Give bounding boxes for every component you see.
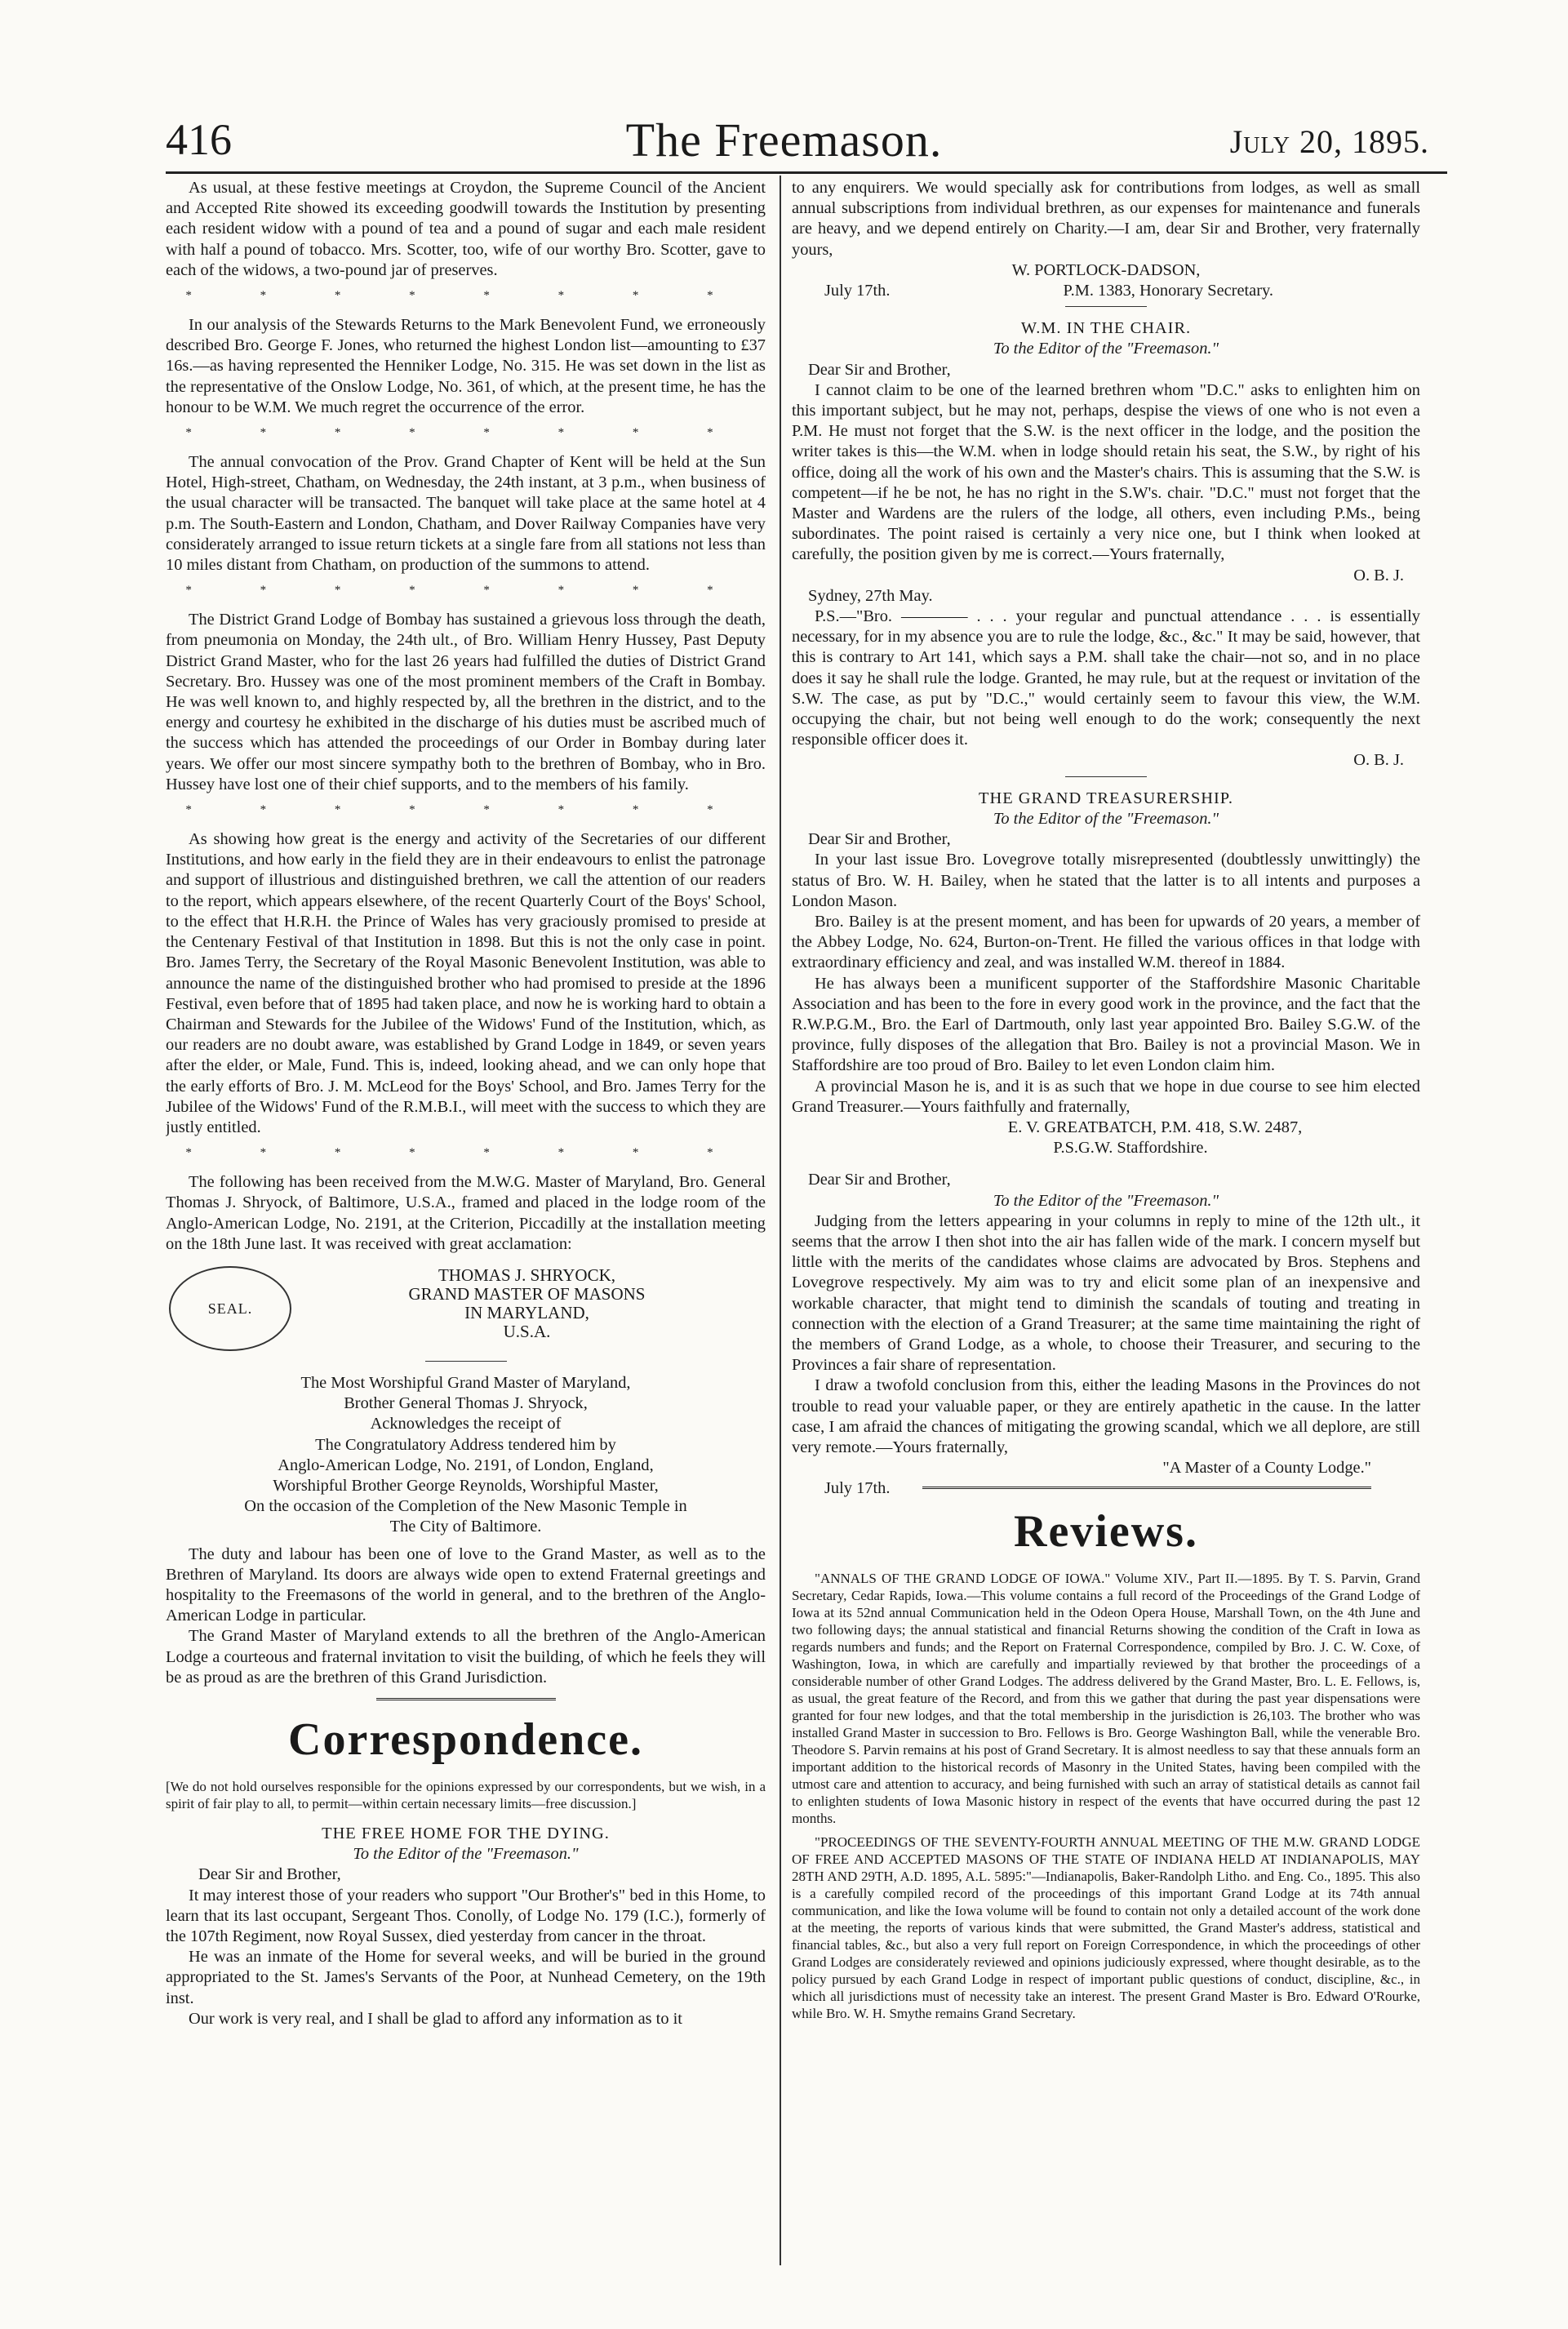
shryock-country: U.S.A. xyxy=(503,1321,551,1341)
address-line: Brother General Thomas J. Shryock, xyxy=(344,1394,588,1413)
section-stars: * * * * * * * * xyxy=(185,1146,746,1160)
correspondence-heading: Correspondence. xyxy=(288,1713,643,1765)
letter-title-wm-chair: W.M. IN THE CHAIR. xyxy=(1020,319,1192,338)
divider xyxy=(1065,776,1147,777)
address-line: The Congratulatory Address tendered him by xyxy=(315,1435,616,1454)
salutation: Dear Sir and Brother, xyxy=(808,360,951,379)
paragraph-free-home-3: Our work is very real, and I shall be glad to afford any information as to it xyxy=(189,2009,682,2028)
paragraph-county-lodge-2: I draw a twofold conclusion from this, either the leading Masons in the Provinces do not trouble to read your valuable paper, or they are entirely apathetic in the cause. In the latter case, I am afraid the chances of mitigating the growing scandal, which we all deplore, are still very remote.—Yours fraternally, xyxy=(792,1376,1420,1456)
signature: O. B. J. xyxy=(1353,751,1404,770)
paragraph-maryland-intro: The following has been received from the M.W.G. Master of Maryland, Bro. General Thomas J. Shryock, of Baltimore, U.S.A., framed and placed in the lodge room of the Anglo-American Lodge, No. 2191, at the Criterion, Piccadilly at the installation meeting on the 18th June last. It was received with great acclamation: xyxy=(166,1173,766,1253)
paragraph-treasurership-3: He has always been a munificent supporter of the Staffordshire Masonic Charitable Association and has been to the fore in every good work in the province, and the fact that the R.W.P.G.M., Bro. the Earl of Dartmouth, only last year appointed Bro. Bailey S.G.W. of the province, fully disposes of the allegation that Bro. Bailey is not a provincial Mason. We in Staffordshire are too proud of Bro. Bailey to let even London claim him. xyxy=(792,974,1420,1075)
to-editor-line: To the Editor of the "Freemason." xyxy=(993,1191,1219,1210)
issue-date: July 20, 1895. xyxy=(1229,123,1429,160)
address-line: On the occasion of the Completion of the New Masonic Temple in xyxy=(244,1497,687,1516)
newspaper-title: The Freemason. xyxy=(625,113,943,167)
paragraph-treasurership-1: In your last issue Bro. Lovegrove totally misrepresented (doubtlessly unwittingly) the status of Bro. W. H. Bailey, when he stated that the latter is to all intents and purposes a London Mason. xyxy=(792,851,1420,910)
address-line: The Most Worshipful Grand Master of Maryland, xyxy=(300,1373,631,1392)
seal-mark: SEAL. xyxy=(169,1266,291,1351)
signature: E. V. GREATBATCH, P.M. 418, S.W. 2487, xyxy=(1007,1118,1303,1136)
divider xyxy=(1065,306,1147,307)
paragraph-free-home-cont: to any enquirers. We would specially ask for contributions from lodges, as well as small annual subscriptions from individual brethren, as our expenses for maintenance and funerals are heavy, and we depend entirely on Charity.—I am, dear Sir and Brother, very fraternally yours, xyxy=(792,179,1420,259)
address-line: Anglo-American Lodge, No. 2191, of London, England, xyxy=(278,1456,654,1474)
letter-date: July 17th. xyxy=(824,1479,891,1498)
address-line: The City of Baltimore. xyxy=(389,1518,542,1536)
left-column xyxy=(166,178,766,2276)
right-column xyxy=(792,178,1420,2276)
address-line: Worshipful Brother George Reynolds, Worshipful Master, xyxy=(273,1476,659,1495)
header-rule xyxy=(166,171,1447,174)
letter-title-free-home: THE FREE HOME FOR THE DYING. xyxy=(322,1824,610,1842)
column-divider xyxy=(780,176,781,2265)
shryock-name: THOMAS J. SHRYOCK, xyxy=(438,1265,616,1285)
page-number: 416 xyxy=(166,115,232,164)
signature-role: P.M. 1383, Honorary Secretary. xyxy=(1063,282,1273,300)
review-iowa: "ANNALS OF THE GRAND LODGE OF IOWA." Volume XIV., Part II.—1895. By T. S. Parvin, Grand Secretary, Cedar Rapids, Iowa.—This volume contains a full record of the Proceedings of the Grand Lodge of Iowa at its 52nd annual Communication held in the Odeon Opera House, Marshall Town, on the 4th June and two following days; the annual statistical and financial Returns showing the condition of the Craft in Iowa as regards numbers and funds; and the Report on Fraternal Correspondence, compiled by Bro. J. C. W. Coxe, of Washington, Iowa, in which are carefully and impartially reviewed by that brother the proceedings of a considerable number of other Grand Lodges. The address delivered by the Grand Master, Bro. L. E. Fellows, is, as usual, the great feature of the Record, and from this we gather that during the past year dispensations were granted for four new lodges, and that the total membership in the jurisdiction is 26,103. The brother who was installed Grand Master in succession to Bro. Fellows is Bro. George Washington Ball, while the venerable Bro. Theodore S. Parvin remains at his post of Grand Secretary. It is almost needless to say that these annuals form an important addition to the historical records of Masonry in the United States, having been compiled with the utmost care and attention to accuracy, and being furnished with such an array of statistical details as cannot fail to enlighten students of Iowa Masonic history in respect of the events that have occurred during the past 12 months. xyxy=(792,1570,1420,1826)
paragraph-croydon: As usual, at these festive meetings at Croydon, the Supreme Council of the Ancient and Accepted Rite showed its exceeding goodwill towards the Institution by presenting each resident widow with a pound of tea and a pound of sugar and each male resident with half a pound of tobacco. Mrs. Scotter, too, wife of our worthy Bro. Scotter, gave to each of the widows, a two-pound jar of preserves. xyxy=(166,179,766,279)
paragraph-institutions: As showing how great is the energy and activity of the Secretaries of our different Institutions, and how early in the field they are in their endeavours to enlist the patronage and support of illustrious and distinguished brethren, we call the attention of our readers to the report, which appears elsewhere, of the recent Quarterly Court of the Boys' School, to the effect that H.R.H. the Prince of Wales has very graciously promised to preside at the Centenary Festival of that Institution in 1898. But this is not the only case in point. Bro. James Terry, the Secretary of the Royal Masonic Benevolent Institution, was able to announce the name of the distinguished brother who had promised to preside at the 1896 Festival, even before that of 1895 had taken place, and now he is working hard to obtain a Chairman and Stewards for the Jubilee of the Widows' Fund of the Institution, which, as our readers are no doubt aware, was established by Grand Lodge in 1849, or seven years after the elder, or Male, Fund. This is, indeed, looking ahead, and we can only hope that the early efforts of Bro. J. M. McLeod for the Boys' School, and Bro. James Terry for the Jubilee of the Widows' Fund of the R.M.B.I., will meet with the success to which they are justly entitled. xyxy=(166,830,766,1136)
paragraph-mark-benevolent: In our analysis of the Stewards Returns to the Mark Benevolent Fund, we erroneously described Bro. George F. Jones, who returned the highest London list—amounting to £37 16s.—as having represented the Henniker Lodge, No. 315. He was set down in the list as the representative of the Onslow Lodge, No. 361, of which, at the present time, he has the honour to be W.M. We much regret the occurrence of the error. xyxy=(166,316,766,416)
salutation: Dear Sir and Brother, xyxy=(198,1865,341,1884)
to-editor-line: To the Editor of the "Freemason." xyxy=(353,1845,579,1864)
masthead xyxy=(0,0,1568,171)
divider xyxy=(425,1361,507,1362)
salutation: Dear Sir and Brother, xyxy=(808,1171,951,1189)
to-editor-line: To the Editor of the "Freemason." xyxy=(993,340,1219,358)
letter-date: July 17th. xyxy=(824,282,891,300)
signature: O. B. J. xyxy=(1353,566,1404,584)
signature: W. PORTLOCK-DADSON, xyxy=(1011,260,1201,279)
paragraph-invitation: The Grand Master of Maryland extends to all the brethren of the Anglo-American Lodge a courteous and fraternal invitation to visit the building, of which he feels they will be as proud as are the brethren of this Grand Jurisdiction. xyxy=(166,1627,766,1687)
date-rule-row xyxy=(792,1478,1420,1499)
address-line: Acknowledges the receipt of xyxy=(370,1415,562,1433)
paragraph-free-home-2: He was an inmate of the Home for several weeks, and will be buried in the ground appropriated to the St. James's Servants of the Poor, at Nunhead Cemetery, on the 19th inst. xyxy=(166,1948,766,2007)
paragraph-county-lodge-1: Judging from the letters appearing in your columns in reply to mine of the 12th ult., it seems that the arrow I then shot into the air has fallen wide of the mark. I concern myself but little with the merits of the candidates whose claims are advocated by Bros. Stephens and Lovegrove respectively. My aim was to try and elicit some plan of an inexpensive and workable character, that might tend to diminish the scandals of touting and treating in connection with the election of a Grand Treasurer; at the same time maintaining the right of the members of Grand Lodge, as a whole, to choose their Treasurer, and securing to the Provinces a fair share of representation. xyxy=(792,1211,1420,1375)
paragraph-postscript: P.S.—"Bro. ———— . . . your regular and punctual attendance . . . is essentially necessary, for in my absence you are to rule the lodge, &c., &c." It may be said, however, that this is contrary to Art 141, which says a P.M. shall take the chair—not so, and in no place does it say he shall rule the lodge. Granted, he may rule, but at the request or invitation of the S.W. The case, as put by "D.C.," would certainly seem to favour this view, the W.M. occupying the chair, but not being well enough to do the work; consequently the next responsible officer does it. xyxy=(792,607,1420,749)
reviews-heading: Reviews. xyxy=(1014,1505,1198,1557)
paragraph-treasurership-2: Bro. Bailey is at the present moment, and has been for upwards of 20 years, a member of the Abbey Lodge, No. 624, Burton-on-Trent. He filled the various offices in that lodge with extraordinary efficiency and zeal, and was installed W.M. thereof in 1884. xyxy=(792,912,1420,972)
signature-row xyxy=(792,281,1420,301)
shryock-place: IN MARYLAND, xyxy=(464,1302,589,1322)
paragraph-bombay: The District Grand Lodge of Bombay has sustained a grievous loss through the death, from pneumonia on Monday, the 24th ult., of Bro. William Henry Hussey, Past Deputy District Grand Master, who for the last 26 years had fulfilled the duties of District Grand Secretary. Bro. Hussey was one of the most prominent members of the Craft in Bombay. He was well known to, and highly respected by, all the brethren in the district, and to the energy and courtesy he exhibited in the discharge of his duties must be ascribed much of the success which has attended the proceedings of our Order in Bombay during later years. We offer our most sincere sympathy both to the brethren of Bombay, who in Bro. Hussey have lost one of their chief supports, and to the members of his family. xyxy=(166,611,766,793)
editorial-disclaimer: [We do not hold ourselves responsible for the opinions expressed by our correspondents, but we wish, in a spirit of fair play to all, to permit—within certain necessary limits—free discussion.] xyxy=(166,1778,766,1811)
section-stars: * * * * * * * * xyxy=(185,426,746,440)
shryock-title: GRAND MASTER OF MASONS xyxy=(408,1283,646,1304)
paragraph-duty-labour: The duty and labour has been one of love to the Grand Master, as well as to the Brethren of Maryland. Its doors are always wide open to extend Fraternal greetings and hospitality to the Freemasons of the world in general, and to the brethren of the Anglo-American Lodge in particular. xyxy=(166,1545,766,1625)
paragraph-treasurership-4: A provincial Mason he is, and it is as such that we hope in due course to see him elected Grand Treasurer.—Yours faithfully and fraternally, xyxy=(792,1077,1420,1116)
shryock-title-block xyxy=(288,1266,766,1341)
section-stars: * * * * * * * * xyxy=(185,289,746,303)
section-stars: * * * * * * * * xyxy=(185,584,746,598)
paragraph-wm-chair: I cannot claim to be one of the learned brethren whom "D.C." asks to enlighten him on this important subject, but he may not, perhaps, despise the views of one who is not even a P.M. He must not forget that the S.W. is the next officer in the lodge, and the position the writer takes is this—the W.M. when in lodge should retain his seat, the S.W., by right of his office, doing all the work of his own and the Master's chairs. This is assuming that the S.W. is competent—if he be not, he has no right in the S.W's. chair. "D.C." must not forget that the Master and Wardens are the rulers of the lodge, all others, even including P.Ms., being subordinates. The point raised is certainly a very nice one, but I think when looked at carefully, the position given by me is correct.—Yours fraternally, xyxy=(792,380,1420,564)
to-editor-line: To the Editor of the "Freemason." xyxy=(993,809,1219,828)
double-rule xyxy=(922,1487,1371,1491)
salutation: Dear Sir and Brother, xyxy=(808,830,951,849)
signature: "A Master of a County Lodge." xyxy=(1162,1459,1371,1478)
acknowledgement-block xyxy=(166,1373,766,1538)
signature-role: P.S.G.W. Staffordshire. xyxy=(1053,1139,1208,1158)
paragraph-free-home-1: It may interest those of your readers who support "Our Brother's" bed in this Home, to learn that its last occupant, Sergeant Thos. Conolly, of Lodge No. 179 (I.C.), formerly of the 107th Regiment, now Royal Sussex, died yesterday from cancer in the throat. xyxy=(166,1886,766,1945)
paragraph-kent-chapter: The annual convocation of the Prov. Grand Chapter of Kent will be held at the Sun Hotel, High-street, Chatham, on Wednesday, the 24th instant, at 3 p.m., when business of the usual character will be transacted. The banquet will take place at the same hotel at 4 p.m. The South-Eastern and London, Chatham, and Dover Railway Companies have very considerately arranged to issue return tickets at a single fare from all stations not less than 10 miles distant from Chatham, on production of the summons to attend. xyxy=(166,453,766,575)
review-indiana: "PROCEEDINGS OF THE SEVENTY-FOURTH ANNUAL MEETING OF THE M.W. GRAND LODGE OF FREE AND ACCEPTED MASONS OF THE STATE OF INDIANA HELD AT INDIANAPOLIS, MAY 28TH AND 29TH, A.D. 1895, A.L. 5895:"—Indianapolis, Baker-Randolph Litho. and Eng. Co., 1895. This also is a carefully compiled record of the proceedings of this important Grand Lodge at its 74th annual communication, and like the Iowa volume will be found to contain not only a detailed account of the work done at the meeting, the reports of various kinds that were submitted, the Grand Master's address, statistical and financial tables, &c., but also a very full report on Foreign Correspondence, in which the proceedings of other Grand Lodges are considerately reviewed and opinions judiciously expressed, where thought desirable, as to the policy pursued by each Grand Lodge in respect of important public questions of conduct, discipline, &c., in which all jurisdictions must of necessity take an interest. The present Grand Master is Bro. Edward O'Rourke, while Bro. W. H. Smythe remains Grand Secretary. xyxy=(792,1833,1420,2021)
letter-title-grand-treasurership: THE GRAND TREASURERSHIP. xyxy=(979,789,1233,807)
section-stars: * * * * * * * * xyxy=(185,803,746,817)
double-rule xyxy=(376,1698,556,1703)
shryock-heading xyxy=(166,1266,766,1356)
letter-date: Sydney, 27th May. xyxy=(808,586,933,605)
